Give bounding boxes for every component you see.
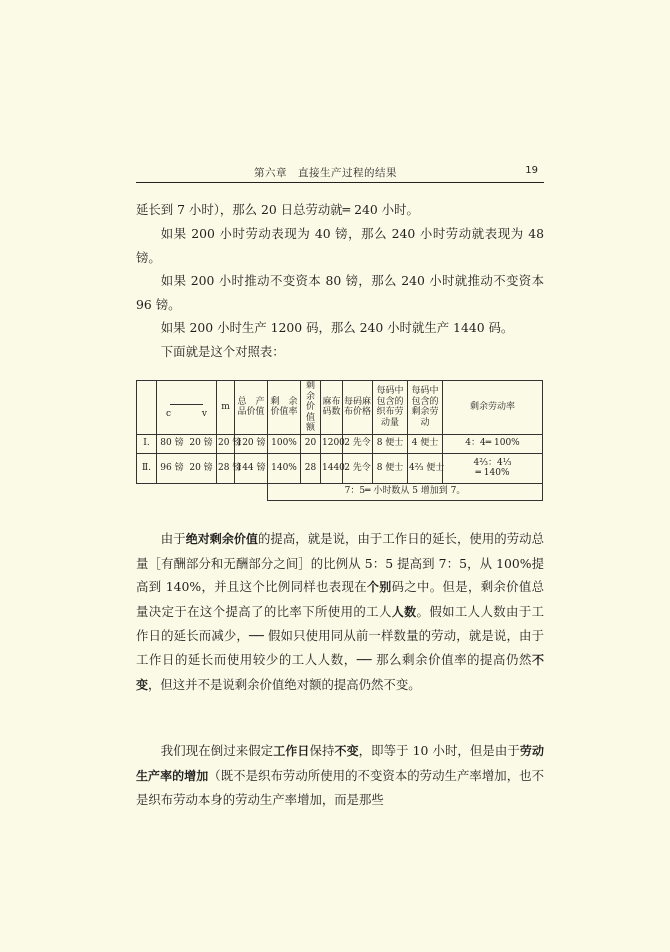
row-label-header xyxy=(137,381,157,435)
table-footnote-spacer xyxy=(137,483,268,500)
paragraph-constant-capital: 如果 200 小时推动不变资本 80 镑，那么 240 小时就推动不变资本 96 镑。 xyxy=(136,273,544,312)
cell-yards: 1440 xyxy=(321,453,343,483)
ratio-fraction: 4⅔：4⅓ xyxy=(473,457,512,468)
cell-amount: 28 xyxy=(301,453,321,483)
text-run: 码之中。但是，剩余价值总量决定于在这个提高了的比率下所使用的工人 xyxy=(136,579,544,619)
text-run: ，即等于 10 小时，但是由于 xyxy=(358,743,520,758)
table-row xyxy=(137,434,543,453)
text-run: 保持 xyxy=(309,743,335,758)
header-total-value: 总 产品价值 xyxy=(235,381,268,435)
text-run: 由于 xyxy=(160,531,186,546)
cell-labor: 8 便士 xyxy=(373,434,408,453)
cell-yards: 1200 xyxy=(321,434,343,453)
cell-v: 20 镑 xyxy=(189,438,213,449)
cell-ratio: 4：4═ 100% xyxy=(443,434,543,453)
page-number: 19 xyxy=(525,165,538,176)
text-run: 。假如工人人数由于工作日的延长而减少，── 假如只使用同从前一样数量的劳动，就是说，由于工作日的延长而使用较少的工人人数，── 那么剩余价值率的提高仍然 xyxy=(136,603,544,667)
header-c: c xyxy=(166,409,172,420)
cell-total: 120 镑 xyxy=(235,434,268,453)
header-price-per-yard: 每码麻布价格 xyxy=(343,381,373,435)
cell-rate: 100% xyxy=(268,434,301,453)
chapter-title: 第六章 直接生产过程的结果 xyxy=(254,167,397,179)
emphasis-workday: 工作日 xyxy=(273,744,310,758)
running-header xyxy=(136,165,544,183)
cell-total: 144 镑 xyxy=(235,453,268,483)
header-m: m xyxy=(217,381,235,435)
paragraph-continued: 延长到 7 小时），那么 20 日总劳动就═ 240 小时。 xyxy=(136,202,419,217)
emphasis-productivity-increase: 劳动生产率的增加 xyxy=(136,744,544,783)
cell-c: 80 镑 xyxy=(160,438,184,449)
header-c-v xyxy=(157,381,217,435)
paragraph-labor-value: 如果 200 小时劳动表现为 40 镑，那么 240 小时劳动就表现为 48 镑。 xyxy=(136,226,544,265)
cell-surplus: 4⅔ 便士 xyxy=(408,453,443,483)
text-run: 我们现在倒过来假定 xyxy=(160,743,274,758)
emphasis-constant: 不变 xyxy=(334,744,359,758)
cell-m: 20 镑 xyxy=(217,434,235,453)
row-label: Ⅰ. xyxy=(137,434,157,453)
text-run: （既不是织布劳动所使用的不变资本的劳动生产率增加，也不是织布劳动本身的劳动生产率增加，而是那些 xyxy=(136,767,544,808)
fraction-line xyxy=(170,404,203,405)
cell-surplus: 4 便士 xyxy=(408,434,443,453)
header-cloth-yards: 麻布码数 xyxy=(321,381,343,435)
header-labor-per-yard: 每码中包含的织布劳动量 xyxy=(373,381,408,435)
paragraph-fixed-workday xyxy=(136,739,544,812)
cell-rate: 140% xyxy=(268,453,301,483)
table-footnote: 7：5═ 小时数从 5 增加到 7。 xyxy=(268,483,543,500)
cell-price: 2 先令 xyxy=(343,453,373,483)
paragraph-table-intro: 下面就是这个对照表： xyxy=(160,344,285,359)
cell-labor: 8 便士 xyxy=(373,453,408,483)
text-run: ，但这并不是说剩余价值绝对额的提高仍然不变。 xyxy=(148,676,421,692)
emphasis-absolute-surplus-value: 绝对剩余价值 xyxy=(185,532,258,546)
header-surplus-rate: 剩 余价值率 xyxy=(268,381,301,435)
cell-m: 28 镑 xyxy=(217,453,235,483)
header-surplus-labor-rate: 剩余劳动率 xyxy=(443,381,543,435)
emphasis-individual: 个别 xyxy=(366,580,392,595)
cell-c: 96 镑 xyxy=(160,462,184,473)
cell-price: 2 先令 xyxy=(343,434,373,453)
cell-ratio xyxy=(443,453,543,483)
table-row xyxy=(137,453,543,483)
row-label: Ⅱ. xyxy=(137,453,157,483)
paragraph-yards: 如果 200 小时生产 1200 码，那么 240 小时就生产 1440 码。 xyxy=(160,320,514,335)
emphasis-number-of-workers: 人数 xyxy=(391,604,417,619)
cell-v: 20 镑 xyxy=(189,462,213,473)
ratio-result: ═ 140% xyxy=(475,468,510,478)
cell-c-v xyxy=(157,453,217,483)
cell-amount: 20 xyxy=(301,434,321,453)
emphasis-unchanged: 不变 xyxy=(136,652,544,692)
header-surplus-per-yard: 每码中包含的剩余劳动 xyxy=(408,381,443,435)
header-surplus-value: 剩余价值额 xyxy=(301,381,321,435)
comparison-table xyxy=(136,380,542,501)
cell-c-v xyxy=(157,434,217,453)
paragraph-absolute-surplus xyxy=(136,527,544,697)
text-run: 的提高，就是说，由于工作日的延长，使用的劳动总量［有酬部分和无酬部分之间］的比例从 5：5 提高到 7：5，从 100%提高到 140%，并且这个比例同样也表现在 xyxy=(136,531,545,595)
header-v: v xyxy=(201,409,207,420)
